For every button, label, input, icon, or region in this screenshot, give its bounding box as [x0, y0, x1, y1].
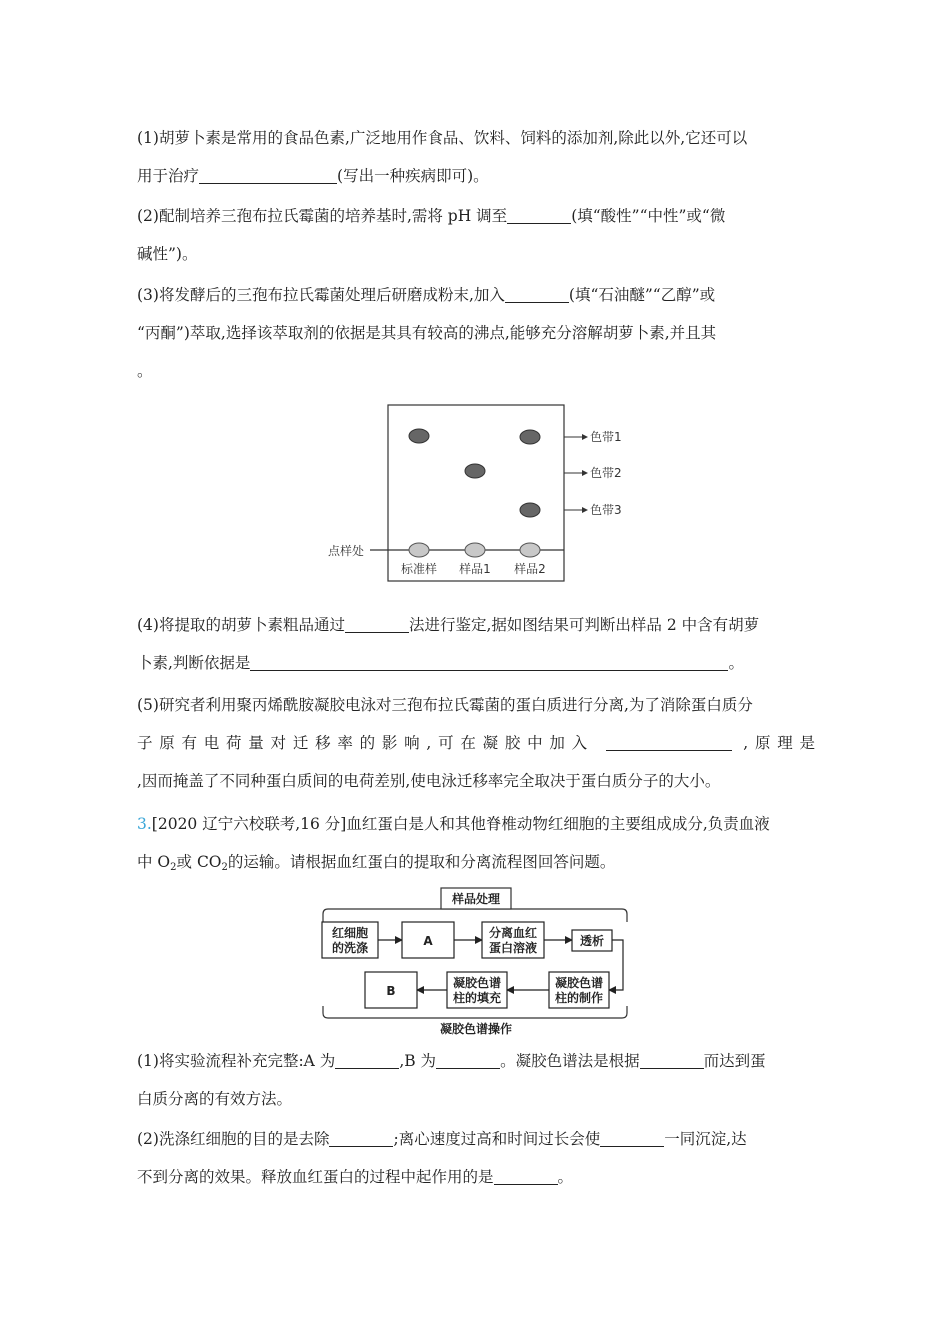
spot-sample1-origin	[465, 543, 485, 557]
q2-part3-text: (填“石油醚”“乙醇”或	[568, 286, 716, 304]
q3-part1-line1	[137, 1042, 815, 1080]
q3-part1-line2: 白质分离的有效方法。	[137, 1090, 293, 1108]
answer-blank[interactable]	[199, 165, 337, 184]
answer-blank[interactable]	[250, 652, 728, 671]
band2-label: 色带2	[590, 466, 622, 480]
q3-stem-text: 的运输。请根据血红蛋白的提取和分离流程图回答问题。	[227, 853, 616, 871]
q2-part2-line2: 碱性”)。	[137, 245, 198, 263]
spot-standard-band1	[409, 429, 429, 443]
q2-part4-text: 。	[728, 654, 744, 672]
spot-standard-origin	[409, 543, 429, 557]
q2-part2	[137, 197, 815, 273]
flowchart	[318, 884, 632, 1036]
q3-stem	[137, 805, 815, 881]
q2-part5-text: 子原有电荷量对迁移率的影响,可在凝胶中加入	[137, 734, 594, 752]
box-wash-line1: 红细胞	[331, 926, 369, 940]
q2-part5-line2	[137, 724, 815, 762]
q3-part1-text: ,B 为	[399, 1052, 437, 1070]
lane-label-standard: 标准样	[400, 562, 438, 576]
q2-part1-line1: (1)胡萝卜素是常用的食品色素,广泛地用作食品、饮料、饲料的添加剂,除此以外,它还可以	[137, 129, 748, 147]
q2-part5	[137, 686, 815, 800]
answer-blank[interactable]	[640, 1050, 704, 1069]
box-separate-line1: 分离血红	[488, 926, 538, 940]
band1-arrowhead	[582, 434, 588, 440]
answer-blank[interactable]	[494, 1166, 558, 1185]
q2-part3-line2: “丙酮”)萃取,选择该萃取剂的依据是其具有较高的沸点,能够充分溶解胡萝卜素,并且其	[137, 324, 717, 342]
box-dialysis-label: 透析	[579, 934, 605, 948]
chromatography-figure	[325, 400, 635, 585]
sample-processing-label: 样品处理	[451, 892, 501, 906]
q3-part2-line2	[137, 1158, 815, 1196]
q3-part1-text: 。凝胶色谱法是根据	[500, 1052, 640, 1070]
q3-part2-text: 不到分离的效果。释放血红蛋白的过程中起作用的是	[137, 1168, 494, 1186]
box-b-label: B	[386, 984, 396, 998]
q3-part2-text: 。	[557, 1168, 574, 1186]
answer-blank[interactable]	[507, 205, 571, 224]
q2-part4	[137, 606, 815, 682]
q2-part2-line1	[137, 197, 815, 235]
spot-sample2-band1	[520, 430, 540, 444]
answer-blank[interactable]	[436, 1050, 500, 1069]
box-column-filling-line1: 凝胶色谱	[452, 976, 502, 990]
top-brace	[323, 909, 627, 922]
q2-part4-text: 法进行鉴定,据如图结果可判断出样品 2 中含有胡萝	[408, 616, 760, 634]
box-column-making-line1: 凝胶色谱	[554, 976, 604, 990]
q3-part2-text: ;离心速度过高和时间过长会使	[393, 1130, 601, 1148]
q2-part4-line1	[137, 606, 815, 644]
spot-sample1-band2	[465, 464, 485, 478]
q2-part5-line1: (5)研究者利用聚丙烯酰胺凝胶电泳对三孢布拉氏霉菌的蛋白质进行分离,为了消除蛋白质分	[137, 696, 753, 714]
q3-part1	[137, 1042, 815, 1118]
q2-part1-text: (写出一种疾病即可)。	[337, 167, 489, 185]
q2-part4-text: (4)将提取的胡萝卜素粗品通过	[137, 616, 345, 634]
subscript: 2	[221, 862, 228, 873]
q2-part3-line1	[137, 276, 815, 314]
q2-part2-text: (填“酸性”“中性”或“微	[571, 207, 726, 225]
box-column-filling-line2: 柱的填充	[452, 991, 502, 1005]
box-a-label: A	[423, 934, 433, 948]
band3-arrowhead	[582, 507, 588, 513]
q3-part2	[137, 1120, 815, 1196]
q3-stem-line1	[137, 805, 815, 843]
q3-part1-text: 而达到蛋	[703, 1052, 766, 1070]
q3-stem-text: [2020 辽宁六校联考,16 分]血红蛋白是人和其他脊椎动物红细胞的主要组成成分,负责血液	[151, 815, 770, 833]
start-label: 点样处	[328, 544, 365, 558]
answer-blank[interactable]	[606, 732, 732, 751]
box-column-making-line2: 柱的制作	[554, 991, 604, 1005]
lane-label-sample2: 样品2	[514, 562, 546, 576]
q2-part4-text: 卜素,判断依据是	[137, 654, 251, 672]
q3-part2-text: 一同沉淀,达	[664, 1130, 747, 1148]
q2-part5-line3: ,因而掩盖了不同种蛋白质间的电荷差别,使电泳迁移率完全取决于蛋白质分子的大小。	[137, 772, 721, 790]
q3-stem-text: 中 O	[137, 853, 171, 871]
q2-part3-text: (3)将发酵后的三孢布拉氏霉菌处理后研磨成粉末,加入	[137, 286, 505, 304]
box-separate-line2: 蛋白溶液	[488, 941, 538, 955]
q3-stem-line2	[137, 843, 815, 881]
answer-blank[interactable]	[335, 1050, 399, 1069]
question-number: 3.	[137, 815, 152, 833]
band1-label: 色带1	[590, 430, 622, 444]
answer-blank[interactable]	[345, 614, 409, 633]
q3-part1-text: (1)将实验流程补充完整:A 为	[137, 1052, 336, 1070]
answer-blank[interactable]	[505, 284, 569, 303]
q3-part2-text: (2)洗涤红细胞的目的是去除	[137, 1130, 330, 1148]
q2-part5-text: ,原理是	[743, 734, 815, 752]
band3-label: 色带3	[590, 503, 622, 517]
answer-blank[interactable]	[329, 1128, 393, 1147]
q2-part2-text: (2)配制培养三孢布拉氏霉菌的培养基时,需将 pH 调至	[137, 207, 508, 225]
q2-part3	[137, 276, 815, 390]
spot-sample2-band3	[520, 503, 540, 517]
q2-part3-line3: 。	[137, 362, 153, 380]
spot-sample2-origin	[520, 543, 540, 557]
q3-part2-line1	[137, 1120, 815, 1158]
q2-part4-line2	[137, 644, 815, 682]
band2-arrowhead	[582, 470, 588, 476]
q2-part1	[137, 119, 815, 195]
subscript: 2	[170, 862, 177, 873]
answer-blank[interactable]	[600, 1128, 664, 1147]
gel-chromatography-label: 凝胶色谱操作	[439, 1022, 513, 1036]
box-wash-line2: 的洗涤	[331, 941, 369, 955]
lane-label-sample1: 样品1	[459, 562, 491, 576]
q3-stem-text: 或 CO	[176, 853, 222, 871]
q2-part1-text: 用于治疗	[137, 167, 200, 185]
q2-part1-line2	[137, 157, 815, 195]
